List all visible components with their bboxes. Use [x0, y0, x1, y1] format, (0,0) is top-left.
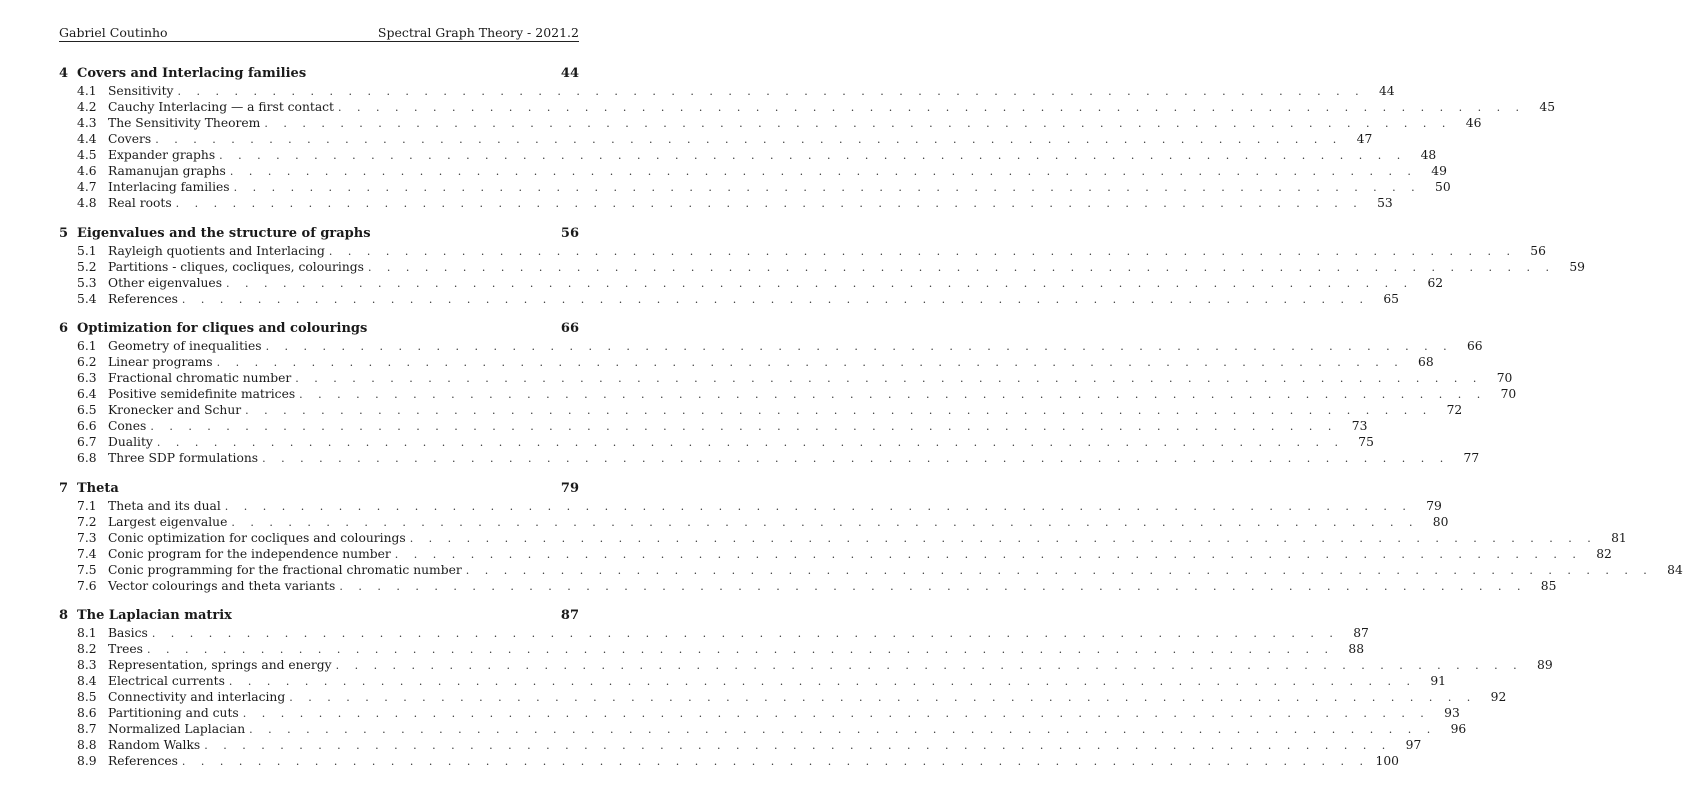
section-number: 4.2: [77, 100, 97, 114]
section-title: Linear programs: [108, 355, 213, 369]
chapter-page-number: 79: [560, 480, 579, 496]
section-title: Interlacing families: [108, 180, 230, 194]
section-page-number: 72: [1446, 403, 1463, 417]
section-entry[interactable]: [59, 419, 1368, 435]
dot-leader: . . . . . . . . . . . . . . . . . . . . . . . . . . . . . . . . . . . . . . . . . . . . . . . . . . . . . . . . . . . . . . .: [181, 755, 1369, 768]
section-entry[interactable]: [59, 578, 1557, 595]
section-number: 8.5: [77, 690, 97, 704]
chapter-entry[interactable]: [59, 608, 579, 626]
section-number: 4.1: [77, 84, 97, 98]
section-entry[interactable]: [59, 100, 1556, 116]
section-page-number: 88: [1348, 642, 1365, 656]
section-number: 4.6: [77, 164, 97, 178]
chapter-number: 4: [59, 66, 69, 81]
section-page-number: 87: [1353, 626, 1369, 640]
section-page-number: 82: [1596, 546, 1612, 561]
section-entry[interactable]: [59, 706, 1460, 722]
section-title: Vector colourings and theta variants: [108, 578, 336, 593]
section-number: 6.8: [77, 451, 97, 465]
dot-leader: . . . . . . . . . . . . . . . . . . . . . . . . . . . . . . . . . . . . . . . . . . . . . . . . . . . . . . . . . . . . . . .: [337, 101, 1526, 114]
section-page-number: 81: [1611, 530, 1627, 545]
section-entry[interactable]: [59, 291, 1399, 308]
section-page-number: 56: [1530, 243, 1546, 258]
section-number: 6.2: [77, 355, 97, 369]
section-page-number: 68: [1418, 355, 1434, 369]
chapter-page-number: 44: [560, 66, 579, 81]
section-page-number: 100: [1375, 754, 1399, 768]
section-page-number: 45: [1539, 100, 1556, 114]
section-number: 6.3: [77, 371, 97, 385]
section-number: 6.5: [77, 403, 97, 417]
chapter-number: 7: [59, 480, 69, 496]
section-number: 8.2: [77, 642, 97, 656]
dot-leader: . . . . . . . . . . . . . . . . . . . . . . . . . . . . . . . . . . . . . . . . . . . . . . . . . . . . . . . . . . . . . . .: [249, 723, 1437, 736]
section-entry[interactable]: [59, 658, 1553, 674]
section-title: Covers: [108, 132, 152, 146]
section-entry[interactable]: [59, 148, 1437, 164]
section-title: Other eigenvalues: [108, 275, 223, 290]
section-title: Representation, springs and energy: [108, 658, 332, 672]
dot-leader: . . . . . . . . . . . . . . . . . . . . . . . . . . . . . . . . . . . . . . . . . . . . . . . . . . . . . . . . . . . . . . .: [233, 181, 1421, 194]
section-number: 8.9: [77, 754, 97, 768]
section-entry[interactable]: [59, 451, 1480, 467]
section-number: 8.4: [77, 674, 97, 688]
section-page-number: 79: [1426, 498, 1442, 513]
chapter-title: Covers and Interlacing families: [77, 66, 307, 81]
section-entry[interactable]: [59, 387, 1517, 403]
dot-leader: . . . . . . . . . . . . . . . . . . . . . . . . . . . . . . . . . . . . . . . . . . . . . . . . . . . . . . . . . . . . . . .: [289, 691, 1477, 704]
section-page-number: 89: [1537, 658, 1553, 672]
section-title: Conic optimization for cocliques and colourings: [108, 530, 406, 545]
section-number: 7.2: [77, 514, 97, 529]
dot-leader: . . . . . . . . . . . . . . . . . . . . . . . . . . . . . . . . . . . . . . . . . . . . . . . . . . . . . . . . . . . . . . .: [228, 675, 1416, 688]
section-entry[interactable]: [59, 562, 1683, 579]
dot-leader: . . . . . . . . . . . . . . . . . . . . . . . . . . . . . . . . . . . . . . . . . . . . . . . . . . . . . . . . . . . . . . .: [328, 244, 1516, 258]
section-page-number: 73: [1351, 419, 1368, 433]
section-title: Three SDP formulations: [108, 451, 259, 465]
section-title: Conic program for the independence number: [108, 546, 391, 561]
dot-leader: . . . . . . . . . . . . . . . . . . . . . . . . . . . . . . . . . . . . . . . . . . . . . . . . . . . . . . . . . . . . . . .: [204, 739, 1392, 752]
chapter-entry[interactable]: [59, 226, 579, 244]
dot-leader: . . . . . . . . . . . . . . . . . . . . . . . . . . . . . . . . . . . . . . . . . . . . . . . . . . . . . . . . . . . . . . .: [367, 260, 1556, 274]
header-rule: [59, 41, 579, 42]
section-number: 8.6: [77, 706, 97, 720]
section-page-number: 53: [1377, 196, 1393, 210]
toc-chapter: [59, 480, 1683, 595]
section-page-number: 70: [1496, 371, 1513, 385]
section-entry[interactable]: [59, 530, 1627, 547]
section-page-number: 85: [1540, 578, 1557, 593]
section-entry[interactable]: [59, 259, 1586, 276]
section-title: Random Walks: [108, 738, 201, 752]
section-title: Ramanujan graphs: [108, 164, 226, 178]
running-header: [59, 22, 579, 40]
section-page-number: 50: [1435, 180, 1451, 194]
dot-leader: . . . . . . . . . . . . . . . . . . . . . . . . . . . . . . . . . . . . . . . . . . . . . . . . . . . . . . . . . . . . . . .: [224, 499, 1412, 513]
chapter-page-number: 56: [560, 225, 579, 241]
section-number: 6.1: [77, 339, 97, 353]
toc-chapter: [59, 321, 1517, 467]
section-number: 8.1: [77, 626, 97, 640]
section-number: 5.4: [77, 291, 97, 306]
dot-leader: . . . . . . . . . . . . . . . . . . . . . . . . . . . . . . . . . . . . . . . . . . . . . . . . . . . . . . . . . . . . . . .: [335, 659, 1523, 672]
section-number: 6.4: [77, 387, 97, 401]
section-number: 4.5: [77, 148, 97, 162]
section-title: Partitioning and cuts: [108, 706, 239, 720]
dot-leader: . . . . . . . . . . . . . . . . . . . . . . . . . . . . . . . . . . . . . . . . . . . . . . . . . . . . . . . . . . . . . . .: [175, 197, 1363, 210]
section-page-number: 75: [1358, 435, 1374, 449]
chapter-title: Optimization for cliques and colourings: [77, 321, 368, 336]
section-title: Positive semidefinite matrices: [108, 387, 296, 401]
section-title: Real roots: [108, 196, 172, 210]
section-title: The Sensitivity Theorem: [108, 116, 261, 130]
dot-leader: . . . . . . . . . . . . . . . . . . . . . . . . . . . . . . . . . . . . . . . . . . . . . . . . . . . . . . . . . . . . . . .: [156, 436, 1344, 449]
dot-leader: . . . . . . . . . . . . . . . . . . . . . . . . . . . . . . . . . . . . . . . . . . . . . . . . . . . . . . . . . . . . . . .: [219, 149, 1407, 162]
section-title: Geometry of inequalities: [108, 339, 262, 353]
section-title: Basics: [108, 626, 148, 640]
section-entry[interactable]: [59, 371, 1513, 387]
section-number: 6.6: [77, 419, 97, 433]
dot-leader: . . . . . . . . . . . . . . . . . . . . . . . . . . . . . . . . . . . . . . . . . . . . . . . . . . . . . . . . . . . . . . .: [151, 627, 1339, 640]
dot-leader: . . . . . . . . . . . . . . . . . . . . . . . . . . . . . . . . . . . . . . . . . . . . . . . . . . . . . . . . . . . . . . .: [295, 372, 1483, 385]
section-number: 4.3: [77, 116, 97, 130]
dot-leader: . . . . . . . . . . . . . . . . . . . . . . . . . . . . . . . . . . . . . . . . . . . . . . . . . . . . . . . . . . . . . . .: [229, 165, 1417, 178]
section-page-number: 84: [1667, 562, 1683, 577]
section-number: 7.4: [77, 546, 97, 561]
chapter-entry[interactable]: [59, 66, 579, 84]
section-number: 5.1: [77, 243, 97, 258]
dot-leader: . . . . . . . . . . . . . . . . . . . . . . . . . . . . . . . . . . . . . . . . . . . . . . . . . . . . . . . . . . . . . . .: [181, 292, 1369, 306]
section-entry[interactable]: [59, 243, 1546, 260]
section-entry[interactable]: [59, 116, 1482, 132]
section-page-number: 97: [1405, 738, 1422, 752]
section-title: Partitions - cliques, cocliques, colourings: [108, 259, 364, 274]
section-number: 4.7: [77, 180, 97, 194]
dot-leader: . . . . . . . . . . . . . . . . . . . . . . . . . . . . . . . . . . . . . . . . . . . . . . . . . . . . . . . . . . . . . . .: [177, 85, 1365, 98]
section-title: Normalized Laplacian: [108, 722, 246, 736]
section-entry[interactable]: [59, 196, 1393, 212]
chapter-number: 5: [59, 225, 69, 241]
section-page-number: 91: [1430, 674, 1446, 688]
section-entry[interactable]: [59, 498, 1442, 515]
section-page-number: 49: [1431, 164, 1447, 178]
section-entry[interactable]: [59, 435, 1374, 451]
toc-chapter: [59, 225, 1586, 308]
section-title: Duality: [108, 435, 153, 449]
section-title: Trees: [108, 642, 143, 656]
section-entry[interactable]: [59, 546, 1612, 563]
section-page-number: 77: [1463, 451, 1480, 465]
section-number: 7.3: [77, 530, 97, 545]
section-entry[interactable]: [59, 722, 1467, 738]
section-number: 8.7: [77, 722, 97, 736]
section-title: Rayleigh quotients and Interlacing: [108, 243, 325, 258]
dot-leader: . . . . . . . . . . . . . . . . . . . . . . . . . . . . . . . . . . . . . . . . . . . . . . . . . . . . . . . . . . . . . . .: [262, 452, 1450, 465]
dot-leader: . . . . . . . . . . . . . . . . . . . . . . . . . . . . . . . . . . . . . . . . . . . . . . . . . . . . . . . . . . . . . . .: [409, 531, 1597, 545]
chapter-number: 8: [59, 608, 69, 623]
chapter-number: 6: [59, 321, 69, 336]
chapter-page-number: 87: [560, 608, 579, 623]
dot-leader: . . . . . . . . . . . . . . . . . . . . . . . . . . . . . . . . . . . . . . . . . . . . . . . . . . . . . . . . . . . . . . .: [242, 707, 1430, 720]
section-number: 4.8: [77, 196, 97, 210]
section-number: 4.4: [77, 132, 97, 146]
dot-leader: . . . . . . . . . . . . . . . . . . . . . . . . . . . . . . . . . . . . . . . . . . . . . . . . . . . . . . . . . . . . . . .: [264, 117, 1452, 130]
section-entry[interactable]: [59, 690, 1507, 706]
section-entry[interactable]: [59, 132, 1373, 148]
dot-leader: . . . . . . . . . . . . . . . . . . . . . . . . . . . . . . . . . . . . . . . . . . . . . . . . . . . . . . . . . . . . . . .: [155, 133, 1343, 146]
section-title: Largest eigenvalue: [108, 514, 228, 529]
chapter-entry[interactable]: [59, 481, 579, 499]
section-number: 7.6: [77, 578, 97, 593]
dot-leader: . . . . . . . . . . . . . . . . . . . . . . . . . . . . . . . . . . . . . . . . . . . . . . . . . . . . . . . . . . . . . . .: [216, 356, 1404, 369]
dot-leader: . . . . . . . . . . . . . . . . . . . . . . . . . . . . . . . . . . . . . . . . . . . . . . . . . . . . . . . . . . . . . . .: [299, 388, 1487, 401]
section-page-number: 48: [1420, 148, 1437, 162]
section-entry[interactable]: [59, 514, 1449, 531]
section-page-number: 66: [1466, 339, 1483, 353]
section-page-number: 92: [1490, 690, 1507, 704]
section-title: Fractional chromatic number: [108, 371, 292, 385]
chapter-title: Eigenvalues and the structure of graphs: [77, 225, 371, 241]
dot-leader: . . . . . . . . . . . . . . . . . . . . . . . . . . . . . . . . . . . . . . . . . . . . . . . . . . . . . . . . . . . . . . .: [231, 515, 1419, 529]
header-author: Gabriel Coutinho: [59, 25, 168, 40]
section-entry[interactable]: [59, 275, 1444, 292]
dot-leader: . . . . . . . . . . . . . . . . . . . . . . . . . . . . . . . . . . . . . . . . . . . . . . . . . . . . . . . . . . . . . . .: [226, 276, 1414, 290]
section-title: Cauchy Interlacing — a first contact: [108, 100, 334, 114]
section-page-number: 46: [1465, 116, 1482, 130]
section-number: 8.3: [77, 658, 97, 672]
dot-leader: . . . . . . . . . . . . . . . . . . . . . . . . . . . . . . . . . . . . . . . . . . . . . . . . . . . . . . . . . . . . . . .: [146, 643, 1335, 656]
section-title: Kronecker and Schur: [108, 403, 242, 417]
section-entry[interactable]: [59, 626, 1369, 642]
toc-chapter: [59, 608, 1553, 770]
section-number: 7.5: [77, 562, 97, 577]
section-title: Conic programming for the fractional chromatic number: [108, 562, 462, 577]
dot-leader: . . . . . . . . . . . . . . . . . . . . . . . . . . . . . . . . . . . . . . . . . . . . . . . . . . . . . . . . . . . . . . .: [339, 579, 1527, 593]
section-number: 5.3: [77, 275, 97, 290]
chapter-title: The Laplacian matrix: [77, 608, 232, 623]
section-title: References: [108, 754, 178, 768]
chapter-title: Theta: [77, 480, 119, 496]
section-entry[interactable]: [59, 738, 1422, 754]
section-entry[interactable]: [59, 164, 1447, 180]
section-entry[interactable]: [59, 674, 1446, 690]
section-page-number: 93: [1444, 706, 1460, 720]
dot-leader: . . . . . . . . . . . . . . . . . . . . . . . . . . . . . . . . . . . . . . . . . . . . . . . . . . . . . . . . . . . . . . .: [394, 547, 1582, 561]
section-title: References: [108, 291, 178, 306]
dot-leader: . . . . . . . . . . . . . . . . . . . . . . . . . . . . . . . . . . . . . . . . . . . . . . . . . . . . . . . . . . . . . . .: [150, 420, 1338, 433]
section-title: Expander graphs: [108, 148, 216, 162]
section-title: Cones: [108, 419, 147, 433]
section-title: Theta and its dual: [108, 498, 221, 513]
section-title: Sensitivity: [108, 84, 174, 98]
section-number: 7.1: [77, 498, 97, 513]
section-page-number: 44: [1378, 84, 1395, 98]
section-entry[interactable]: [59, 180, 1451, 196]
section-entry[interactable]: [59, 339, 1483, 355]
section-page-number: 65: [1383, 291, 1399, 306]
section-title: Connectivity and interlacing: [108, 690, 286, 704]
section-entry[interactable]: [59, 355, 1434, 371]
section-page-number: 62: [1427, 275, 1444, 290]
section-entry[interactable]: [59, 642, 1365, 658]
section-page-number: 80: [1432, 514, 1449, 529]
toc-chapter: [59, 66, 1556, 212]
section-number: 8.8: [77, 738, 97, 752]
chapter-entry[interactable]: [59, 321, 579, 339]
dot-leader: . . . . . . . . . . . . . . . . . . . . . . . . . . . . . . . . . . . . . . . . . . . . . . . . . . . . . . . . . . . . . . .: [265, 340, 1453, 353]
section-number: 5.2: [77, 259, 97, 274]
chapter-page-number: 66: [560, 321, 579, 336]
section-entry[interactable]: [59, 754, 1399, 770]
dot-leader: . . . . . . . . . . . . . . . . . . . . . . . . . . . . . . . . . . . . . . . . . . . . . . . . . . . . . . . . . . . . . . .: [465, 563, 1653, 577]
section-page-number: 59: [1569, 259, 1586, 274]
header-course: Spectral Graph Theory - 2021.2: [377, 25, 579, 40]
section-entry[interactable]: [59, 84, 1395, 100]
table-of-contents: [59, 66, 1683, 784]
section-entry[interactable]: [59, 403, 1463, 419]
section-number: 6.7: [77, 435, 97, 449]
section-page-number: 47: [1356, 132, 1373, 146]
dot-leader: . . . . . . . . . . . . . . . . . . . . . . . . . . . . . . . . . . . . . . . . . . . . . . . . . . . . . . . . . . . . . . .: [245, 404, 1433, 417]
section-page-number: 70: [1500, 387, 1517, 401]
section-page-number: 96: [1450, 722, 1467, 736]
section-title: Electrical currents: [108, 674, 225, 688]
